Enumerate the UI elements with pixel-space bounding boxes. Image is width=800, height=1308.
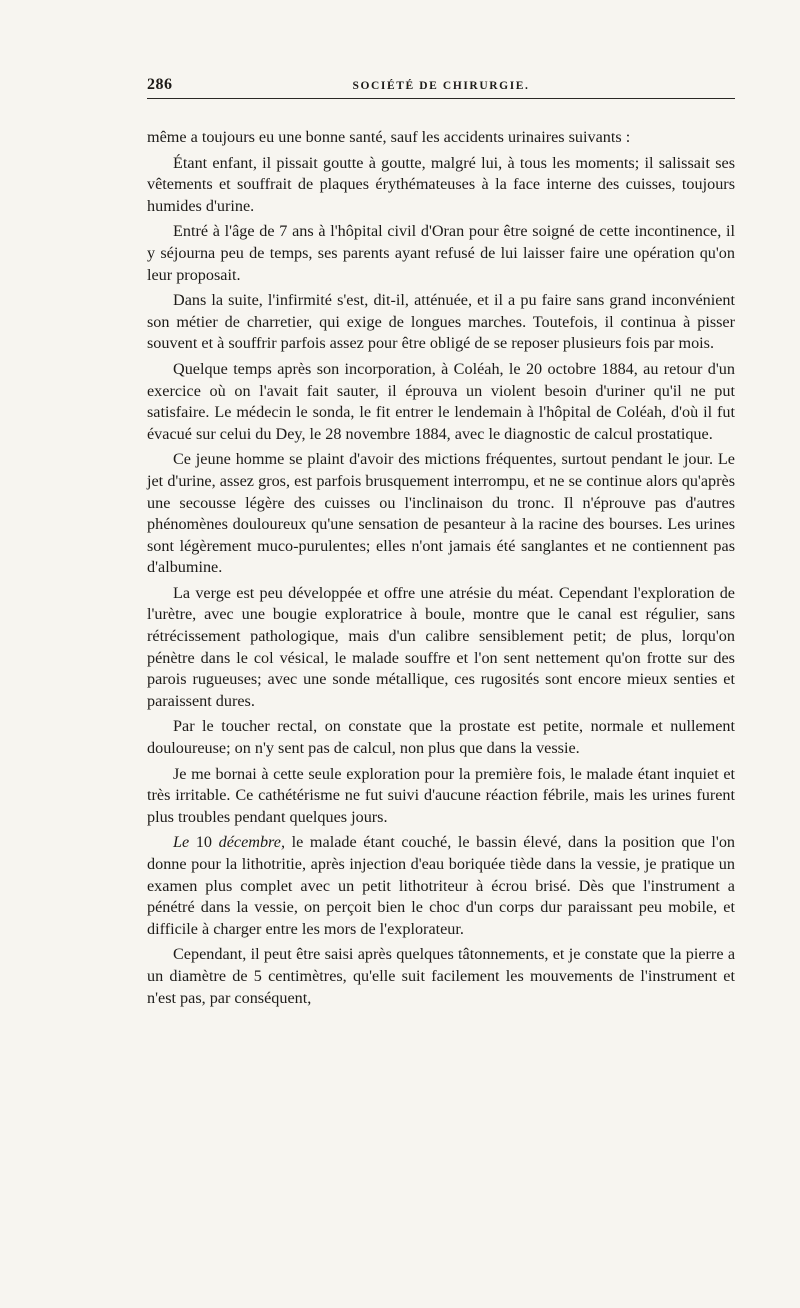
- paragraph: Je me bornai à cette seule exploration pour la première fois, le malade étant inquiet et très irritable. Ce cathétérisme ne fut suivi d'aucune réaction fébrile, mais les urines furent plus troubles pendant quelques jours.: [147, 764, 735, 826]
- paragraph: Étant enfant, il pissait goutte à goutte, malgré lui, à tous les moments; il salissait ses vêtements et souffrait de plaques érythémateuses à la face interne des cuisses, toujours humides d'urine.: [147, 153, 735, 215]
- body-text: [147, 127, 735, 1009]
- page-number: 286: [147, 76, 173, 93]
- paragraph: La verge est peu développée et offre une atrésie du méat. Cependant l'exploration de l'urètre, avec une bougie exploratrice à boule, montre que le canal est régulier, sans rétrécissement pathologique, mais d'un calibre sensiblement petit; de plus, lorqu'on pénètre dans le col vésical, le malade souffre et l'on sent nettement qu'on frotte sur des parois rugueuses; avec une sonde métallique, ces rugosités sont encore mieux senties et paraissent dures.: [147, 583, 735, 710]
- paragraph: même a toujours eu une bonne santé, sauf les accidents urinaires suivants :: [147, 128, 631, 146]
- paragraph: Par le toucher rectal, on constate que la prostate est petite, normale et nullement douloureuse; on n'y sent pas de calcul, non plus que dans la vessie.: [147, 717, 735, 758]
- running-title: SOCIÉTÉ DE CHIRURGIE.: [352, 80, 530, 92]
- date-prefix: Le: [173, 833, 190, 852]
- paragraph: Entré à l'âge de 7 ans à l'hôpital civil d'Oran pour être soigné de cette incontinence, il y séjourna peu de temps, ses parents ayant refusé de lui laisser faire une opération qu'on leur proposait.: [147, 222, 735, 284]
- date-month: décembre,: [218, 833, 285, 852]
- dated-paragraph-text: le malade étant couché, le bassin élevé, dans la position que l'on donne pour la lithotritie, après injection d'eau boriquée tiède dans la vessie, je pratique un examen plus complet avec un petit lithotriteur à écrou brisé. Dès que l'instrument a pénétré dans la vessie, on perçoit bien le choc d'un corps dur paraissant peu mobile, et difficile à charger entre les mors de l'explorateur.: [147, 833, 736, 938]
- paragraph: Quelque temps après son incorporation, à Coléah, le 20 octobre 1884, au retour d'un exercice où on l'avait fait sauter, il éprouva un violent besoin d'uriner qu'il ne put satisfaire. Le médecin le sonda, le fit entrer le lendemain à l'hôpital de Coléah, d'où il fut évacué sur celui du Dey, le 28 novembre 1884, avec le diagnostic de calcul prostatique.: [147, 359, 735, 443]
- book-page: [147, 72, 735, 1013]
- running-header: [147, 72, 735, 99]
- paragraph: Ce jeune homme se plaint d'avoir des mictions fréquentes, surtout pendant le jour. Le jet d'urine, assez gros, est parfois brusquement interrompu, et ne se continue alors qu'après une secousse légère des cuisses ou l'inclinaison du tronc. Il n'éprouve pas d'autres phénomènes douloureux qu'une sensation de pesanteur à la racine des bourses. Les urines sont légèrement muco-purulentes; elles n'ont jamais été sanglantes et ne contiennent pas d'albumine.: [147, 450, 735, 577]
- date-day: 10: [195, 833, 212, 852]
- paragraph: Cependant, il peut être saisi après quelques tâtonnements, et je constate que la pierre a un diamètre de 5 centimètres, qu'elle suit facilement les mouvements de l'instrument et n'est pas, par conséquent,: [147, 945, 735, 1007]
- dated-paragraph: [147, 832, 735, 940]
- paragraph: Dans la suite, l'infirmité s'est, dit-il, atténuée, et il a pu faire sans grand inconvénient son métier de charretier, qui exige de longues marches. Toutefois, il continua à pisser souvent et à souffrir parfois assez pour être obligé de se reposer plusieurs fois par mois.: [147, 291, 735, 353]
